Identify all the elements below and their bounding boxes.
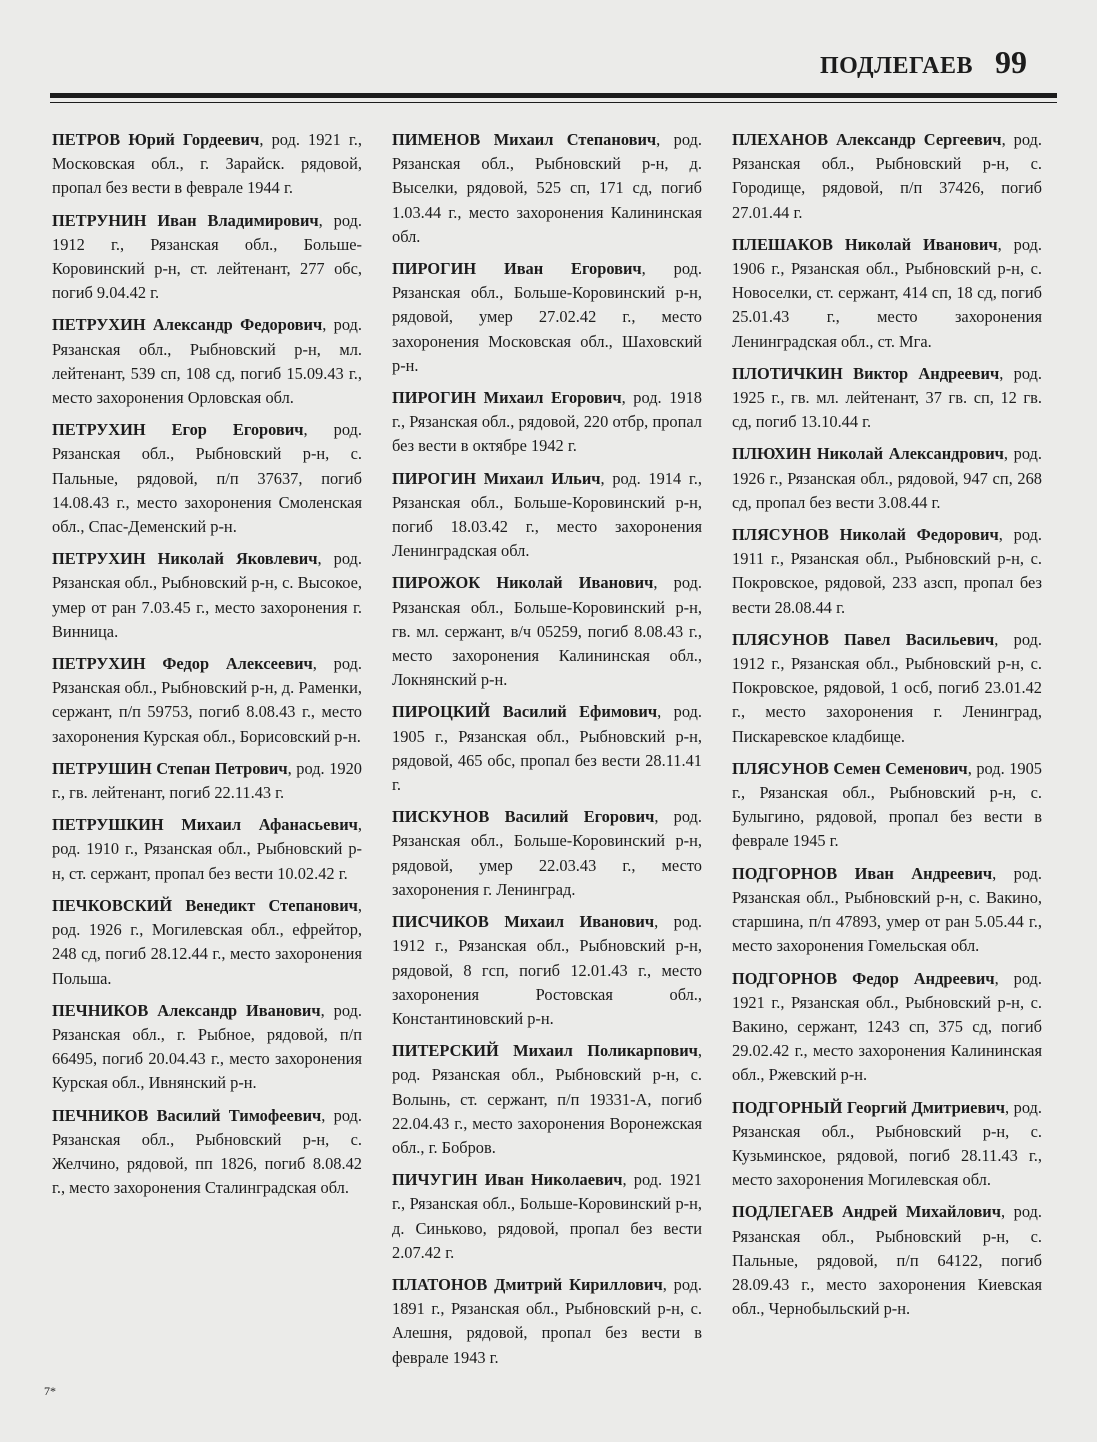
entry-name: ПЕЧКОВСКИЙ Венедикт Степанович <box>52 895 358 915</box>
entry-name: ПЛЮХИН Николай Александрович <box>732 444 1004 464</box>
header-rule-thin <box>50 102 1057 103</box>
entry-name: ПИРОЦКИЙ Василий Ефимович <box>392 702 658 722</box>
entry <box>52 209 362 306</box>
entry-details: , род. Рязанская обл., г. Рыбное, рядовой, п/п 66495, погиб 20.04.43 г., место захоронения Курская обл., Ивнянский р-н. <box>52 1000 362 1093</box>
entry <box>392 467 702 564</box>
entry <box>52 999 362 1096</box>
entry <box>52 418 362 539</box>
header-rule-thick <box>50 93 1057 98</box>
entry-name: ПОДГОРНОВ Иван Андреевич <box>732 863 993 883</box>
entry-details: , род. 1912 г., Рязанская обл., Больше-Коровинский р-н, ст. лейтенант, 277 обс, погиб 9.04.42 г. <box>52 210 362 303</box>
entry-details: , род. 1921 г., Рязанская обл., Рыбновский р-н, с. Вакино, сержант, 1243 сп, 375 сд, погиб 29.02.42 г., место захоронения Калининская обл., Ржевский р-н. <box>732 968 1042 1085</box>
entry <box>52 547 362 644</box>
entry-details: , род. Рязанская обл., Рыбновский р-н, мл. лейтенант, 539 сп, 108 сд, погиб 15.09.43 г., место захоронения Орловская обл. <box>52 315 362 408</box>
entry <box>732 628 1042 749</box>
entry-name: ПЛЕШАКОВ Николай Иванович <box>732 234 998 254</box>
entry <box>52 813 362 886</box>
entry-details: , род. Рязанская обл., Рыбновский р-н, с. Пальные, рядовой, п/п 37637, погиб 14.08.43 г., место захоронения Смоленская обл., Спас-Деменский р-н. <box>52 420 362 537</box>
entry-name: ПЛЯСУНОВ Павел Васильевич <box>732 629 995 649</box>
entry-details: , род. 1905 г., Рязанская обл., Рыбновский р-н, рядовой, 465 обс, пропал без вести 28.11.41 г. <box>392 702 702 795</box>
page-number: 99 <box>995 44 1027 80</box>
entry-name: ПЕЧНИКОВ Александр Иванович <box>52 1000 321 1020</box>
entry-details: , род. 1905 г., Рязанская обл., Рыбновский р-н, с. Булыгино, рядовой, пропал без вести в феврале 1945 г. <box>732 758 1042 851</box>
entry-name: ПЛАТОНОВ Дмитрий Кириллович <box>392 1274 663 1294</box>
entry-name: ПЛОТИЧКИН Виктор Андреевич <box>732 363 1000 383</box>
entry-name: ПОДЛЕГАЕВ Андрей Михайлович <box>732 1202 1001 1222</box>
entry <box>52 313 362 410</box>
entry <box>52 128 362 201</box>
entry-name: ПЕТРУШКИН Михаил Афанасьевич <box>52 815 358 835</box>
column-3 <box>732 128 1042 1378</box>
entry-name: ПЕТРУХИН Егор Егорович <box>52 420 304 440</box>
entry <box>392 1168 702 1265</box>
entry-details: , род. Рязанская обл., Рыбновский р-н, с. Вакино, старшина, п/п 47893, умер от ран 5.05.44 г., место захоронения Гомельская обл. <box>732 863 1042 956</box>
entry-name: ПЕТРУХИН Николай Яковлевич <box>52 549 318 569</box>
entry-details: , род. 1921 г., Московская обл., г. Зарайск. рядовой, пропал без вести в феврале 1944 г. <box>52 130 362 198</box>
entry <box>732 233 1042 354</box>
entry <box>732 128 1042 225</box>
entry <box>392 805 702 902</box>
entry <box>732 862 1042 959</box>
entry-details: , род. 1912 г., Рязанская обл., Рыбновский р-н, с. Покровское, рядовой, 1 осб, погиб 23.01.42 г., место захоронения г. Ленинград, Пискаревское кладбище. <box>732 629 1042 746</box>
entry <box>52 652 362 749</box>
entry-details: , род. Рязанская обл., Рыбновский р-н, с. Городище, рядовой, п/п 37426, погиб 27.01.44 г. <box>732 130 1042 222</box>
entry <box>732 442 1042 515</box>
column-2 <box>392 128 702 1378</box>
page-header <box>820 44 1027 81</box>
entry-name: ПЕТРУШИН Степан Петрович <box>52 758 288 778</box>
entry-details: , род. 1921 г., Рязанская обл., Больше-Коровинский р-н, д. Синьково, рядовой, пропал без вести 2.07.42 г. <box>392 1170 702 1262</box>
entry-name: ПИСКУНОВ Василий Егорович <box>392 807 655 827</box>
entry-name: ПИЧУГИН Иван Николаевич <box>392 1170 623 1190</box>
entry-name: ПЛЕХАНОВ Александр Сергеевич <box>732 130 1002 149</box>
entry-details: , род. Рязанская обл., Рыбновский р-н, с. Кузьминское, рядовой, погиб 28.11.43 г., место захоронения Могилевская обл. <box>732 1097 1042 1190</box>
entry-name: ПИСЧИКОВ Михаил Иванович <box>392 912 655 932</box>
entry <box>732 757 1042 854</box>
entry-details: , род. 1920 г., гв. лейтенант, погиб 22.11.43 г. <box>52 758 362 803</box>
entry-name: ПИРОГИН Иван Егорович <box>392 259 642 279</box>
entry <box>392 910 702 1031</box>
entry <box>392 257 702 378</box>
entry-details: , род. 1925 г., гв. мл. лейтенант, 37 гв. сп, 12 гв. сд, погиб 13.10.44 г. <box>732 363 1042 432</box>
entry-name: ПИРОГИН Михаил Егорович <box>392 388 622 408</box>
entry-details: , род. 1891 г., Рязанская обл., Рыбновский р-н, с. Алешня, рядовой, пропал без вести в феврале 1943 г. <box>392 1274 702 1367</box>
entry-name: ПЛЯСУНОВ Николай Федорович <box>732 525 999 545</box>
entry-details: , род. 1911 г., Рязанская обл., Рыбновский р-н, с. Покровское, рядовой, 233 азсп, пропал без вести 28.08.44 г. <box>732 525 1042 617</box>
entry-details: , род. 1926 г., Могилевская обл., ефрейтор, 248 сд, погиб 28.12.44 г., место захоронения Польша. <box>52 895 362 988</box>
entry-name: ПИРОЖОК Николай Иванович <box>392 573 654 593</box>
entry-name: ПИМЕНОВ Михаил Степанович <box>392 130 657 149</box>
entry-details: , род. 1906 г., Рязанская обл., Рыбновский р-н, с. Новоселки, ст. сержант, 414 сп, 18 сд, погиб 25.01.43 г., место захоронения Ленинградская обл., ст. Мга. <box>732 234 1042 351</box>
entry <box>392 1273 702 1370</box>
entry <box>392 386 702 459</box>
entry-details: , род. 1912 г., Рязанская обл., Рыбновский р-н, рядовой, 8 гсп, погиб 12.01.43 г., место захоронения Ростовская обл., Константиновский р-н. <box>392 912 702 1028</box>
entry <box>392 128 702 249</box>
entry-name: ПЕТРУНИН Иван Владимирович <box>52 210 319 230</box>
signature-mark: 7* <box>44 1384 56 1398</box>
entry-details: , род. Рязанская обл., Рыбновский р-н, с. Желчино, рядовой, пп 1826, погиб 8.08.42 г., место захоронения Сталинградская обл. <box>52 1105 362 1198</box>
entry-details: , род. Рязанская обл., Рыбновский р-н, д. Раменки, сержант, п/п 59753, погиб 8.08.43 г., место захоронения Курская обл., Борисовский р-н. <box>52 654 362 746</box>
entry-name: ПЕТРУХИН Александр Федорович <box>52 315 323 335</box>
entries-columns <box>52 128 1042 1378</box>
column-1 <box>52 128 362 1378</box>
entry <box>392 571 702 692</box>
entry <box>732 967 1042 1088</box>
entry-name: ПИТЕРСКИЙ Михаил Поликарпович <box>392 1041 698 1061</box>
entry <box>52 1104 362 1201</box>
entry-name: ПЕТРОВ Юрий Гордеевич <box>52 130 260 149</box>
entry-name: ПЕТРУХИН Федор Алексеевич <box>52 654 313 674</box>
entry-details: , род. Рязанская обл., Рыбновский р-н, с. Пальные, рядовой, п/п 64122, погиб 28.09.43 г., место захоронения Киевская обл., Чернобыльский р-н. <box>732 1202 1042 1319</box>
entry-name: ПИРОГИН Михаил Ильич <box>392 468 601 488</box>
entry-name: ПЕЧНИКОВ Василий Тимофеевич <box>52 1105 322 1125</box>
entry <box>732 1096 1042 1193</box>
entry <box>392 700 702 797</box>
entry-details: , род. Рязанская обл., Рыбновский р-н, д. Выселки, рядовой, 525 сп, 171 сд, погиб 1.03.44 г., место захоронения Калининская обл. <box>392 130 702 246</box>
entry <box>732 362 1042 435</box>
entry <box>392 1039 702 1160</box>
entry-details: , род. 1910 г., Рязанская обл., Рыбновский р-н, ст. сержант, пропал без вести 10.02.42 г. <box>52 815 362 883</box>
entry-name: ПОДГОРНЫЙ Георгий Дмитриевич <box>732 1097 1005 1117</box>
entry-details: , род. 1918 г., Рязанская обл., рядовой, 220 отбр, пропал без вести в октябре 1942 г. <box>392 388 702 456</box>
running-title: ПОДЛЕГАЕВ <box>819 53 973 79</box>
entry <box>732 1200 1042 1321</box>
entry-details: , род. Рязанская обл., Больше-Коровинский р-н, рядовой, умер 22.03.43 г., место захоронения г. Ленинград. <box>392 807 702 899</box>
entry-details: , род. Рязанская обл., Больше-Коровинский р-н, гв. мл. сержант, в/ч 05259, погиб 8.08.43 г., место захоронения Калининская обл., Локнянский р-н. <box>392 573 702 690</box>
entry <box>732 523 1042 620</box>
entry-details: , род. 1926 г., Рязанская обл., рядовой, 947 сп, 268 сд, пропал без вести 3.08.44 г. <box>732 444 1042 512</box>
entry-details: , род. Рязанская обл., Рыбновский р-н, с. Высокое, умер от ран 7.03.45 г., место захоронения г. Винница. <box>52 549 362 641</box>
entry-name: ПЛЯСУНОВ Семен Семенович <box>732 758 968 778</box>
entry <box>52 757 362 805</box>
entry-details: , род. Рязанская обл., Больше-Коровинский р-н, рядовой, умер 27.02.42 г., место захоронения Московская обл., Шаховский р-н. <box>392 259 702 375</box>
entry-name: ПОДГОРНОВ Федор Андреевич <box>732 968 995 988</box>
entry-details: , род. 1914 г., Рязанская обл., Больше-Коровинский р-н, погиб 18.03.42 г., место захоронения Ленинградская обл. <box>392 468 702 561</box>
entry <box>52 894 362 991</box>
entry-details: , род. Рязанская обл., Рыбновский р-н, с. Волынь, ст. сержант, п/п 19331-А, погиб 22.04.43 г., место захоронения Воронежская обл., г. Бобров. <box>392 1041 702 1157</box>
